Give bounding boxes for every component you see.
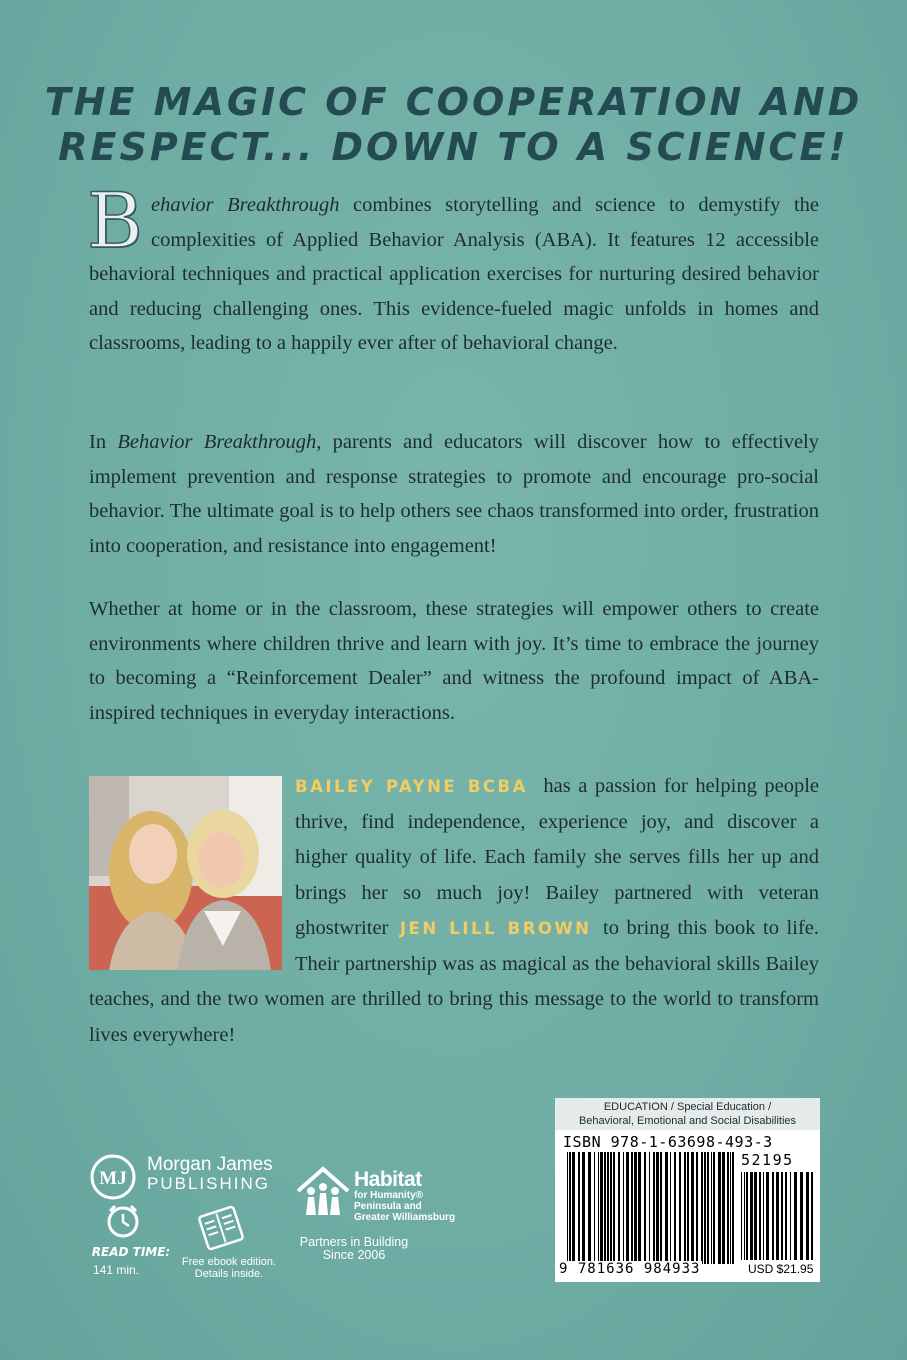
ebook-line-2: Details inside.: [194, 1268, 264, 1280]
barcode-bar: [790, 1172, 791, 1260]
paragraph-2-text: parents and educators will discover how to effectively implement prevention and response strategies to promote and encourage pro-social behavior. The ultimate goal is to help others see chaos transformed into order, frustration into cooperation, and resistance into engagement!: [89, 431, 820, 557]
author-name: BAILEY PAYNE BCBA: [295, 777, 528, 796]
barcode-bar: [644, 1152, 646, 1264]
ebook-line-1: Free ebook edition.: [181, 1256, 277, 1268]
barcode-bar: [604, 1152, 606, 1264]
publisher-title: Morgan James: [147, 1154, 273, 1175]
book-title: ehavior Breakthrough: [151, 194, 340, 216]
barcode-bar: [674, 1152, 676, 1264]
barcode-bar: [656, 1152, 659, 1264]
habitat-house-icon: [294, 1163, 352, 1221]
barcode-bar: [594, 1152, 595, 1264]
barcode-bar: [781, 1172, 783, 1260]
photo-spacer: [89, 769, 295, 981]
habitat-partners: [292, 1236, 416, 1262]
barcode-bar: [623, 1152, 624, 1264]
publisher-subtitle: PUBLISHING: [147, 1174, 270, 1193]
drop-cap: B: [87, 176, 143, 265]
coauthor-name: JEN LILL BROWN: [399, 919, 592, 938]
barcode-bar: [776, 1172, 779, 1260]
barcode-bar: [572, 1152, 575, 1264]
ean-barcode: [567, 1152, 735, 1264]
barcode-bar: [763, 1172, 764, 1260]
barcode-box: [555, 1130, 820, 1282]
morgan-james-logo-icon: [89, 1153, 139, 1201]
author-bio: [89, 769, 819, 1053]
description-paragraph-1: [87, 176, 819, 361]
barcode-bar: [670, 1152, 671, 1264]
ebook-offer: [174, 1256, 284, 1280]
author-bio-part-2: to bring this book to life. Their partnership was as magical as the behavioral skills Bailey teaches, and the two women are thrilled to bring this message to the world to transform lives everywhere!: [89, 917, 819, 1046]
read-time-label: READ TIME:: [91, 1245, 171, 1259]
category-line-1: EDUCATION / Special Education /: [603, 1101, 772, 1113]
headline-line-1: THE MAGIC OF COOPERATION AND: [44, 80, 863, 124]
price-label: USD $21.95: [748, 1262, 814, 1276]
ebook-icon: [195, 1205, 247, 1251]
barcode-bar: [806, 1172, 809, 1260]
barcode-bar: [759, 1172, 761, 1260]
habitat-name: Habitat: [354, 1168, 422, 1191]
barcode-bar: [588, 1152, 591, 1264]
barcode-bar: [687, 1152, 689, 1264]
barcode-bar: [785, 1172, 787, 1260]
barcode-bar: [569, 1152, 571, 1264]
barcode-bar: [707, 1152, 709, 1264]
paragraph-2-lead: In: [89, 431, 118, 453]
habitat-chapter-1: Peninsula and: [354, 1201, 422, 1212]
barcode-bar: [684, 1152, 686, 1264]
barcode-bar: [746, 1172, 748, 1260]
description-paragraph-3: Whether at home or in the classroom, these strategies will empower others to create environments where children thrive and learn with joy. It’s time to embrace the journey to becoming a “Reinforcement Dealer” and witness the profound impact of ABA-inspired techniques in everyday interactions.: [89, 598, 819, 724]
barcode-bar: [578, 1152, 580, 1264]
barcode-bar: [696, 1152, 698, 1264]
barcode-bar: [634, 1152, 637, 1264]
habitat-for: for Humanity®: [354, 1190, 424, 1201]
barcode-bar: [727, 1152, 729, 1264]
barcode-bar: [744, 1172, 745, 1260]
read-time-minutes: 141 min.: [92, 1263, 140, 1277]
ean-digits: 9 781636 984933: [559, 1261, 701, 1277]
partners-line-2: Since 2006: [322, 1248, 386, 1262]
isbn-number: ISBN 978-1-63698-493-3: [563, 1133, 773, 1151]
barcode-bar: [750, 1172, 753, 1260]
habitat-chapter-2: Greater Williamsburg: [354, 1212, 456, 1223]
logo-mark-text: MJ: [99, 1168, 127, 1189]
paragraph-1-text: combines storytelling and science to demystify the complexities of Applied Behavior Analysis (ABA). It features 12 accessible behavioral techniques and practical application exercises for nurturing desired behavior and reducing challenging ones. This evidence-fueled magic unfolds in homes and classrooms, leading to a happily ever after of behavioral change.: [89, 194, 819, 354]
barcode-bar: [701, 1152, 703, 1264]
price-addon-barcode: [741, 1172, 813, 1260]
barcode-bar: [613, 1152, 615, 1264]
barcode-bar: [665, 1152, 668, 1264]
barcode-bar: [582, 1152, 585, 1264]
barcode-bar: [638, 1152, 641, 1264]
barcode-bar: [811, 1172, 813, 1260]
barcode-bar: [722, 1152, 725, 1264]
category-line-2: Behavioral, Emotional and Social Disabilities: [578, 1115, 797, 1127]
barcode-bar: [626, 1152, 629, 1264]
book-title-inline: Behavior Breakthrough,: [117, 431, 322, 453]
barcode-bar: [607, 1152, 609, 1264]
headline: [40, 80, 867, 170]
barcode-bar: [679, 1152, 681, 1264]
habitat-wordmark: [354, 1170, 455, 1223]
author-bio-part-1: has a passion for helping people thrive, find independence, experience joy, and discover a higher quality of life. Each family she serves fills her up and brings her so much joy! Bailey partnered with veteran ghostwriter: [295, 775, 819, 939]
barcode-bar: [660, 1152, 662, 1264]
description-paragraph-2: [89, 425, 819, 563]
barcode-bar: [718, 1152, 721, 1264]
barcode-bar: [649, 1152, 650, 1264]
price-code: 52195: [741, 1151, 794, 1169]
barcode-bar: [711, 1152, 712, 1264]
barcode-bar: [732, 1152, 734, 1264]
barcode-bar: [730, 1152, 731, 1264]
barcode-bar: [631, 1152, 633, 1264]
barcode-bar: [754, 1172, 757, 1260]
barcode-bar: [800, 1172, 803, 1260]
barcode-bar: [741, 1172, 742, 1260]
bisac-category: [555, 1098, 820, 1130]
barcode-bar: [610, 1152, 612, 1264]
barcode-bar: [704, 1152, 706, 1264]
publisher-name: [147, 1155, 273, 1193]
barcode-bar: [794, 1172, 797, 1260]
clock-icon: [104, 1200, 142, 1240]
headline-line-2: RESPECT... DOWN TO A SCIENCE!: [58, 125, 849, 169]
barcode-bar: [713, 1152, 715, 1264]
barcode-bar: [772, 1172, 774, 1260]
barcode-bar: [618, 1152, 620, 1264]
barcode-bar: [567, 1152, 568, 1264]
barcode-bar: [600, 1152, 603, 1264]
barcode-bar: [691, 1152, 694, 1264]
partners-line-1: Partners in Building: [299, 1235, 409, 1249]
barcode-bar: [598, 1152, 599, 1264]
barcode-bar: [766, 1172, 769, 1260]
barcode-bar: [653, 1152, 655, 1264]
